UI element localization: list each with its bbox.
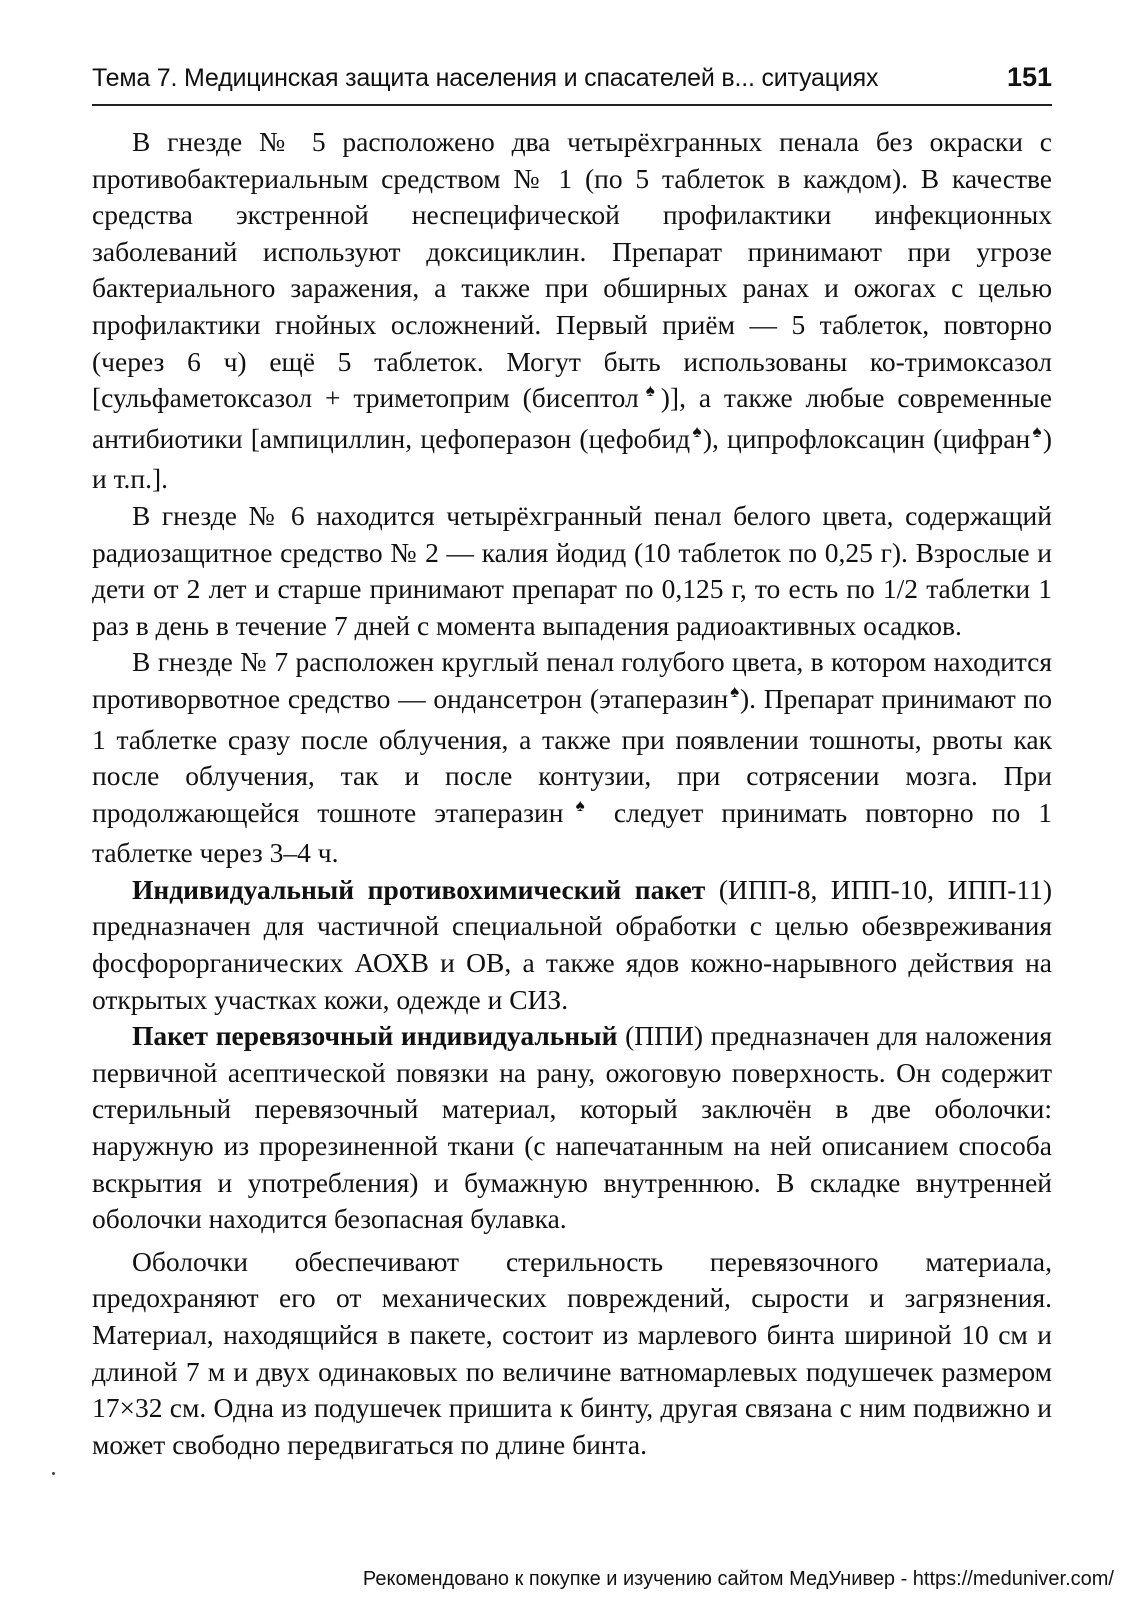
term-heading: Индивидуальный противохимический пакет bbox=[132, 873, 706, 905]
paragraph-text: ), ципрофлоксацин (цифран bbox=[702, 422, 1031, 454]
scan-speck bbox=[52, 1472, 55, 1475]
page-body bbox=[92, 124, 1052, 1463]
paragraph-nest-7 bbox=[92, 644, 1052, 872]
paragraph-shells: Оболочки обеспечивают стерильность перевязочного материала, предохраняют его от механических повреждений, сырости и загрязнения. Материал, находящийся в пакете, состоит из марлевого бинта шириной 10 см и длиной 7 м и двух одинаковых по величине ватномарлевых подушечек размером 17×32 см. Одна из подушечек пришита к бинту, другая связана с ним подвижно и может свободно передвигаться по длине бинта. bbox=[92, 1245, 1052, 1460]
paragraph-text: ). Препарат принимают по 1 таблетке сразу после облучения, а также при появлении тошноты, рвоты как после облучения, так и после контузии, при сотрясении мозга. При продолжающейся тошноте этаперазин bbox=[92, 682, 1052, 828]
trademark-mark: ♠ bbox=[1031, 421, 1043, 441]
page-number: 151 bbox=[1006, 62, 1052, 92]
paragraph-text: (ППИ) предназначен для наложения первичной асептической повязки на рану, ожоговую поверхность. Он содержит стерильный перевязочный материал, который заключён в две оболочки: наружную из прорезиненной ткани (с напечатанным на ней описанием способа вскрытия и употребления) и бумажную внутреннюю. В складке внутренней оболочки находится безопасная булавка. bbox=[92, 1020, 1052, 1235]
paragraph-text: )], а также любые современные антибиотики [ампициллин, цефоперазон (цефобид bbox=[92, 382, 1052, 454]
term-heading: Пакет перевязочный индивидуальный bbox=[132, 1020, 618, 1052]
running-header bbox=[92, 62, 1052, 98]
paragraph-ppi bbox=[92, 1018, 1052, 1238]
trademark-mark: ♠ bbox=[691, 421, 703, 441]
paragraph-text: ) и т.п.]. bbox=[92, 422, 1053, 495]
paragraph-text: В гнезде № 7 расположен круглый пенал голубого цвета, в котором находится противорвотное средство — ондансетрон (этаперазин bbox=[92, 646, 1052, 714]
paragraph-nest-6: В гнезде № 6 находится четырёхгранный пенал белого цвета, содержащий радиозащитное средство № 2 — калия йодид (10 таблеток по 0,25 г). Взрослые и дети от 2 лет и старше принимают препарат по 0,125 г, то есть по 1/2 таблетки 1 раз в день в течение 7 дней с момента выпадения радиоактивных осадков. bbox=[92, 499, 1052, 641]
trademark-mark: ♠ bbox=[729, 681, 740, 701]
running-title: Тема 7. Медицинская защита населения и спасателей в... ситуациях bbox=[92, 64, 879, 92]
paragraph-text: следует принимать повторно по 1 таблетке через 3–4 ч. bbox=[92, 796, 1052, 869]
trademark-mark: ♠ bbox=[564, 795, 596, 815]
paragraph-nest-5 bbox=[92, 124, 1052, 498]
paragraph-ipp bbox=[92, 872, 1052, 1018]
footer-note: Рекомендовано к покупке и изучению сайтом МедУнивер - https://meduniver.com/ bbox=[362, 1568, 1114, 1590]
paragraph-text: (ИПП-8, ИПП-10, ИПП-11) предназначен для частичной специальной обработки с целью обезвреживания фосфорорганических АОХВ и ОВ, а также ядов кожно-нарывного действия на открытых участках кожи, одежде и СИЗ. bbox=[92, 873, 1052, 1015]
trademark-mark: ♠ bbox=[639, 381, 661, 401]
paragraph-text: В гнезде № 5 расположено два четырёхгранных пенала без окраски с противобактериальным средством № 1 (по 5 таблеток в каждом). В качестве средства экстренной неспецифической профилактики инфекционных заболеваний используют доксициклин. Препарат принимают при угрозе бактериального заражения, а также при обширных ранах и ожогах с целью профилактики гнойных осложнений. Первый приём — 5 таблеток, повторно (через 6 ч) ещё 5 таблеток. Могут быть использованы ко-тримоксазол [сульфаметоксазол + триметоприм (бисептол bbox=[92, 126, 1052, 414]
header-rule bbox=[92, 104, 1052, 106]
